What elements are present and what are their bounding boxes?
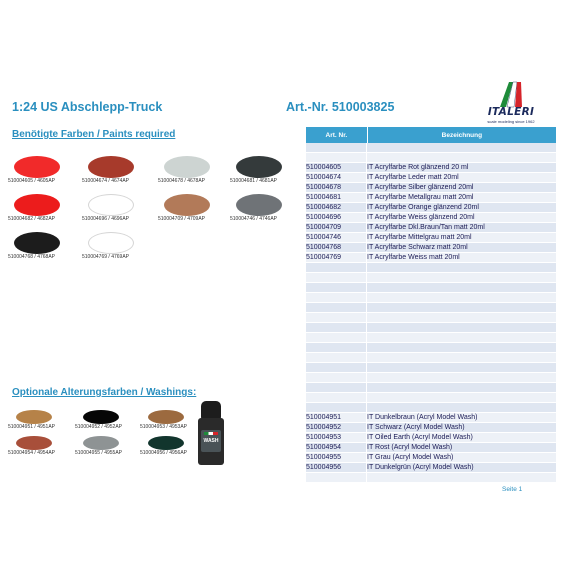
wash-bottle-image (198, 401, 224, 465)
cell-bezeichnung: IT Acrylfarbe Orange glänzend 20ml (367, 204, 479, 211)
table-row (306, 263, 556, 273)
cell-bezeichnung (367, 473, 556, 482)
page-title: 1:24 US Abschlepp-Truck (12, 100, 163, 114)
table-row (306, 173, 556, 183)
table-header (306, 127, 556, 143)
wash-code: 510004952 / 4952AP (75, 424, 122, 430)
table-row (306, 373, 556, 383)
article-table (306, 127, 556, 483)
wash-color-blob (83, 410, 119, 424)
italeri-logo (476, 80, 546, 130)
cell-bezeichnung: IT Acrylfarbe Dkl.Braun/Tan matt 20ml (367, 224, 485, 231)
cell-bezeichnung: IT Grau (Acryl Model Wash) (367, 454, 454, 461)
table-row (306, 293, 556, 303)
cell-art-nr (306, 283, 367, 292)
cell-art-nr (306, 393, 367, 402)
paint-color-blob (88, 194, 134, 216)
table-row (306, 243, 556, 253)
wash-swatch (75, 436, 139, 458)
cell-bezeichnung (367, 383, 556, 392)
table-row (306, 143, 556, 153)
cell-bezeichnung: IT Rost (Acryl Model Wash) (367, 444, 453, 451)
table-row (306, 193, 556, 203)
cell-bezeichnung: IT Acrylfarbe Rot glänzend 20 ml (367, 164, 469, 171)
wash-swatch (140, 410, 204, 432)
paint-swatch (230, 194, 302, 226)
paint-swatch (158, 194, 230, 226)
wash-color-blob (16, 410, 52, 424)
table-row (306, 223, 556, 233)
table-row (306, 313, 556, 323)
cell-art-nr (306, 143, 367, 152)
paint-color-blob (88, 156, 134, 178)
paint-color-blob (88, 232, 134, 254)
cell-art-nr: 510004952 (306, 423, 367, 432)
cell-art-nr (306, 383, 367, 392)
table-row (306, 283, 556, 293)
wash-code: 510004951 / 4951AP (8, 424, 55, 430)
cell-bezeichnung: IT Schwarz (Acryl Model Wash) (367, 424, 465, 431)
cell-art-nr (306, 153, 367, 162)
cell-bezeichnung: IT Acrylfarbe Schwarz matt 20ml (367, 244, 468, 251)
cell-art-nr: 510004696 (306, 213, 367, 222)
table-row (306, 363, 556, 373)
italian-flag-icon (204, 432, 218, 435)
paint-swatch (8, 156, 80, 188)
logo-tagline: scale modeling since 1962 (487, 119, 535, 124)
table-row (306, 333, 556, 343)
table-row (306, 353, 556, 363)
paint-color-blob (236, 156, 282, 178)
washings-heading: Optionale Alterungsfarben / Washings: (12, 387, 197, 398)
wash-swatch (140, 436, 204, 458)
paint-swatch (8, 194, 80, 226)
page-number: Seite 1 (502, 486, 523, 493)
bottle-cap (201, 401, 221, 419)
cell-bezeichnung (367, 333, 556, 342)
cell-bezeichnung (367, 393, 556, 402)
cell-art-nr (306, 343, 367, 352)
cell-bezeichnung: IT Acrylfarbe Leder matt 20ml (367, 174, 459, 181)
wash-swatch (75, 410, 139, 432)
paint-swatch (158, 156, 230, 188)
cell-art-nr (306, 333, 367, 342)
paint-color-blob (164, 156, 210, 178)
wash-color-blob (148, 410, 184, 424)
cell-bezeichnung (367, 363, 556, 372)
cell-bezeichnung (367, 373, 556, 382)
cell-bezeichnung (367, 283, 556, 292)
wash-swatch (8, 436, 72, 458)
wash-code: 510004956 / 4956AP (140, 450, 187, 456)
cell-bezeichnung: IT Oiled Earth (Acryl Model Wash) (367, 434, 473, 441)
cell-art-nr: 510004954 (306, 443, 367, 452)
wash-color-blob (83, 436, 119, 450)
cell-art-nr (306, 263, 367, 272)
cell-bezeichnung (367, 143, 556, 152)
logo-mark-icon (476, 80, 546, 108)
table-row (306, 233, 556, 243)
logo-wordmark: ITALERI (487, 106, 535, 118)
cell-art-nr (306, 353, 367, 362)
paint-color-blob (236, 194, 282, 216)
table-row (306, 183, 556, 193)
cell-bezeichnung (367, 263, 556, 272)
table-row (306, 453, 556, 463)
paint-color-blob (14, 156, 60, 178)
cell-bezeichnung: IT Acrylfarbe Weiss matt 20ml (367, 254, 460, 261)
cell-bezeichnung (367, 343, 556, 352)
cell-bezeichnung: IT Acrylfarbe Metallgrau matt 20ml (367, 194, 474, 201)
cell-bezeichnung: IT Acrylfarbe Weiss glänzend 20ml (367, 214, 475, 221)
paint-code: 510004746 / 4746AP (230, 216, 277, 222)
paint-code: 510004678 / 4678AP (158, 178, 205, 184)
paint-code: 510004605 / 4605AP (8, 178, 55, 184)
table-row (306, 433, 556, 443)
table-row (306, 213, 556, 223)
cell-bezeichnung (367, 303, 556, 312)
table-row (306, 463, 556, 473)
wash-color-blob (148, 436, 184, 450)
cell-art-nr: 510004951 (306, 413, 367, 422)
cell-art-nr: 510004682 (306, 203, 367, 212)
paint-code: 510004674 / 4674AP (82, 178, 129, 184)
table-row (306, 423, 556, 433)
paint-swatch (82, 156, 154, 188)
cell-art-nr (306, 273, 367, 282)
cell-art-nr: 510004769 (306, 253, 367, 262)
table-row (306, 393, 556, 403)
cell-bezeichnung (367, 403, 556, 412)
paint-code: 510004709 / 4709AP (158, 216, 205, 222)
paint-code: 510004768 / 4768AP (8, 254, 55, 260)
cell-art-nr: 510004678 (306, 183, 367, 192)
bottle-label (201, 430, 221, 452)
cell-art-nr: 510004953 (306, 433, 367, 442)
cell-bezeichnung (367, 323, 556, 332)
cell-art-nr (306, 403, 367, 412)
paint-code: 510004769 / 4769AP (82, 254, 129, 260)
cell-bezeichnung (367, 353, 556, 362)
cell-art-nr: 510004746 (306, 233, 367, 242)
paint-swatch (82, 232, 154, 264)
cell-bezeichnung: IT Acrylfarbe Silber glänzend 20ml (367, 184, 474, 191)
wash-code: 510004953 / 4953AP (140, 424, 187, 430)
table-row (306, 273, 556, 283)
table-row (306, 343, 556, 353)
paint-color-blob (14, 194, 60, 216)
paint-swatch (230, 156, 302, 188)
header-bezeichnung: Bezeichnung (441, 131, 483, 139)
paint-swatch (8, 232, 80, 264)
wash-color-blob (16, 436, 52, 450)
cell-art-nr: 510004955 (306, 453, 367, 462)
table-row (306, 403, 556, 413)
wash-code: 510004954 / 4954AP (8, 450, 55, 456)
table-row (306, 203, 556, 213)
cell-bezeichnung: IT Dunkelbraun (Acryl Model Wash) (367, 414, 478, 421)
article-number: Art.-Nr. 510003825 (286, 100, 395, 114)
table-row (306, 473, 556, 483)
paint-code: 510004696 / 4696AP (82, 216, 129, 222)
bottle-body (198, 418, 224, 465)
bottle-label-text: WASH (203, 438, 219, 444)
cell-art-nr: 510004605 (306, 163, 367, 172)
cell-art-nr: 510004674 (306, 173, 367, 182)
header-art-nr: Art. Nr. (306, 127, 368, 143)
cell-art-nr: 510004681 (306, 193, 367, 202)
table-row (306, 443, 556, 453)
cell-art-nr (306, 303, 367, 312)
cell-art-nr (306, 363, 367, 372)
table-row (306, 253, 556, 263)
cell-bezeichnung (367, 313, 556, 322)
paint-code: 510004682 / 4682AP (8, 216, 55, 222)
table-row (306, 303, 556, 313)
cell-bezeichnung: IT Dunkelgrün (Acryl Model Wash) (367, 464, 474, 471)
cell-art-nr (306, 323, 367, 332)
cell-art-nr: 510004768 (306, 243, 367, 252)
table-row (306, 413, 556, 423)
paints-heading: Benötigte Farben / Paints required (12, 129, 176, 140)
cell-bezeichnung: IT Acrylfarbe Mittelgrau matt 20ml (367, 234, 472, 241)
cell-bezeichnung (367, 153, 556, 162)
cell-bezeichnung (367, 273, 556, 282)
cell-art-nr (306, 373, 367, 382)
paint-swatch (82, 194, 154, 226)
cell-bezeichnung (367, 293, 556, 302)
cell-art-nr (306, 313, 367, 322)
table-row (306, 383, 556, 393)
wash-swatch (8, 410, 72, 432)
table-row (306, 323, 556, 333)
cell-art-nr: 510004956 (306, 463, 367, 472)
cell-art-nr: 510004709 (306, 223, 367, 232)
table-body (306, 143, 556, 483)
cell-art-nr (306, 473, 367, 482)
wash-code: 510004955 / 4955AP (75, 450, 122, 456)
table-row (306, 153, 556, 163)
cell-art-nr (306, 293, 367, 302)
table-row (306, 163, 556, 173)
paint-code: 510004681 / 4681AP (230, 178, 277, 184)
paint-color-blob (14, 232, 60, 254)
paint-color-blob (164, 194, 210, 216)
